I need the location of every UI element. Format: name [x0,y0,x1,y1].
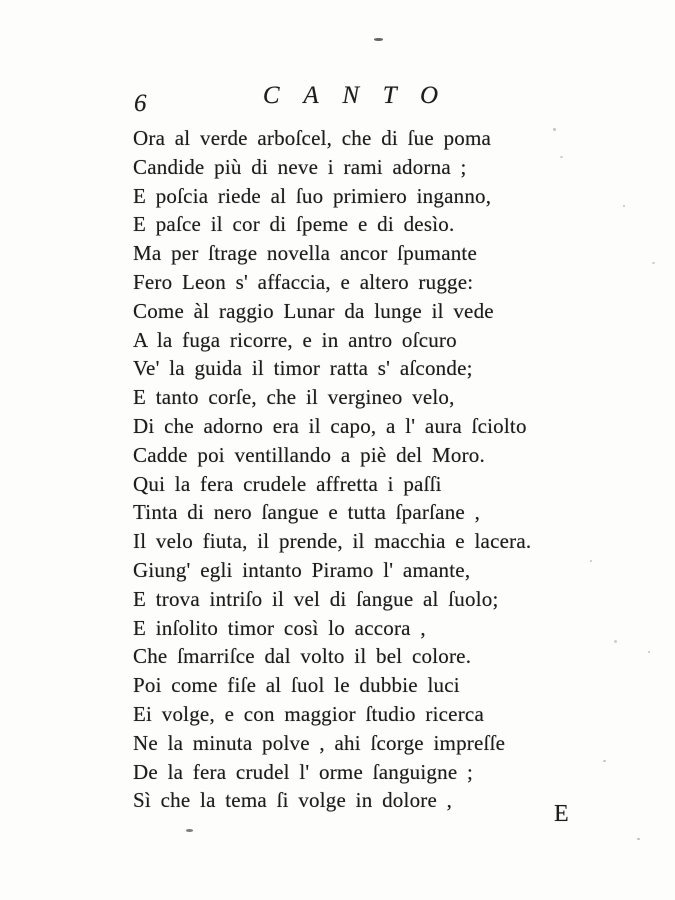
running-title: CANTO [262,82,462,109]
poem-line: Ei volge, e con maggior ſtudio ricerca [133,701,484,726]
poem-line: Sì che la tema ſi volge in dolore , [133,788,453,813]
ink-speck [603,760,606,762]
poem-line: Il velo fiuta, il prende, il macchia e lacera. [133,529,532,554]
poem-line: Che ſmarriſce dal volto il bel colore. [133,644,472,669]
poem-line: Giung' egli intanto Piramo l' amante, [133,557,471,582]
ink-speck [623,205,625,207]
signature-mark: E [554,801,569,827]
poem-line: E poſcia riede al ſuo primiero inganno, [133,183,492,208]
poem-line: Ne la minuta polve , ahi ſcorge impreſſe [133,730,506,755]
poem-line: E tanto corſe, che il vergineo velo, [133,385,455,410]
poem-line: A la fuga ricorre, e in antro oſcuro [133,327,457,352]
poem-line: De la fera crudel l' orme ſanguigne ; [133,759,474,784]
ink-speck [560,156,563,158]
poem-line: Qui la fera crudele affretta i paſſi [133,471,442,496]
ink-speck [374,38,383,41]
poem-line: Di che adorno era il capo, a l' aura ſciolto [133,413,527,438]
poem-line: Cadde poi ventillando a piè del Moro. [133,442,485,467]
ink-speck [614,640,617,643]
poem-line: E trova intriſo il vel di ſangue al ſuolo; [133,586,499,611]
poem-line: Come àl raggio Lunar da lunge il vede [133,298,494,323]
page-number: 6 [134,90,147,117]
poem-line: Poi come fiſe al ſuol le dubbie luci [133,673,460,698]
poem-line: Ve' la guida il timor ratta s' aſconde; [133,356,473,381]
ink-speck [590,560,592,562]
poem-line: Ora al verde arboſcel, che di ſue poma [133,126,492,150]
poem-line: Tinta di nero ſangue e tutta ſparſane , [133,500,481,525]
ink-speck [648,651,650,653]
poem-line: Ma per ſtrage novella ancor ſpumante [133,241,478,266]
ink-speck [637,838,640,840]
poem-line: E paſce il cor di ſpeme e di desìo. [133,212,455,237]
ink-speck [652,262,655,264]
poem-line: Fero Leon s' affaccia, e altero rugge: [133,269,474,294]
poem-text-block [133,124,573,815]
ink-speck [553,128,556,131]
poem-line: Candide più di neve i rami adorna ; [133,154,467,179]
ink-speck [186,829,193,832]
poem-line: E inſolito timor così lo accora , [133,615,426,640]
